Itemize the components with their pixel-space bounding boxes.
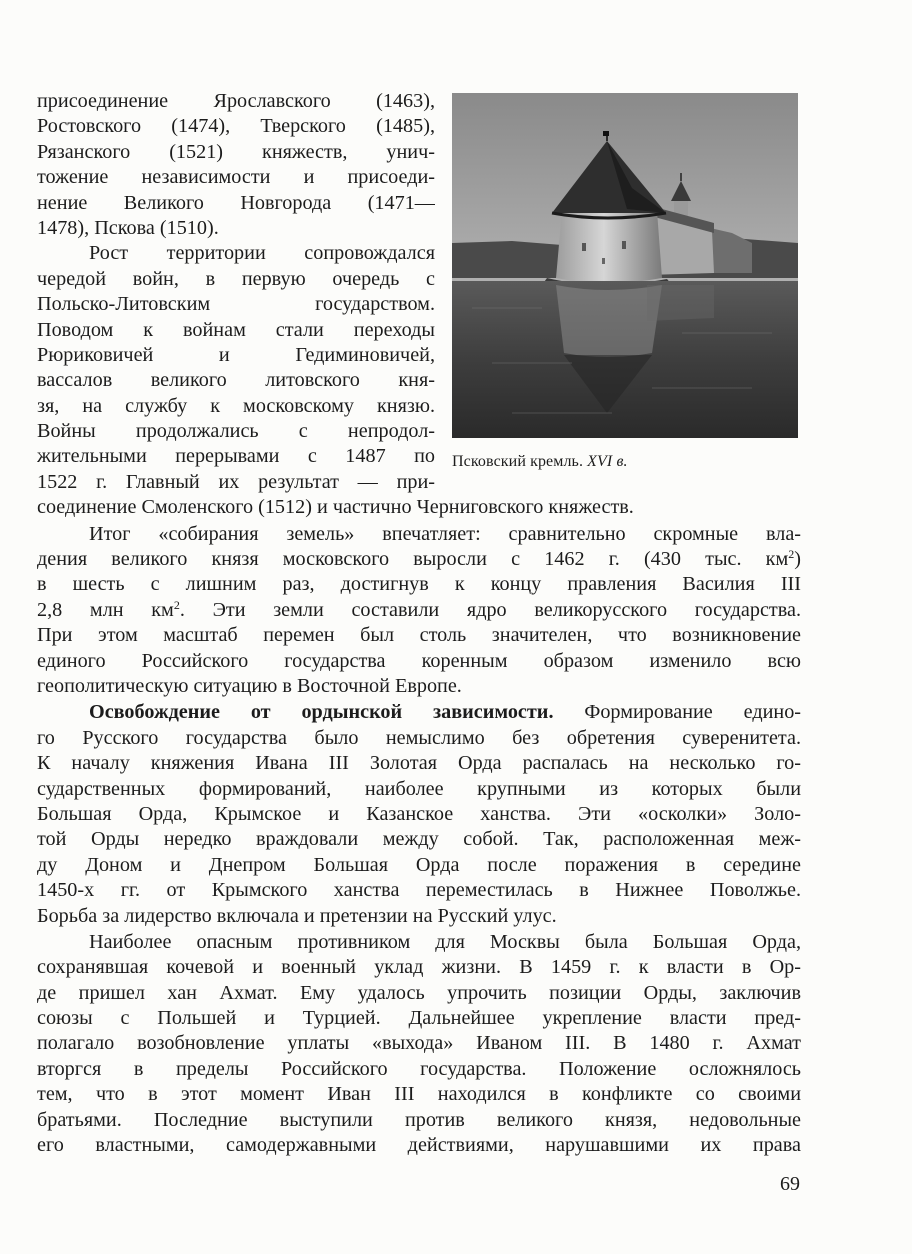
text-line: братьями. Последние выступили против великого князя, недовольные: [37, 1108, 801, 1131]
text-span: 2,8 млн км: [37, 598, 174, 621]
text-line: Польско-Литовским государством.: [37, 293, 435, 316]
text-line: единого Российского государства коренным образом изменило всю: [37, 649, 801, 672]
text-line: жительными перерывами с 1487 по: [37, 445, 435, 468]
caption-century: XVI в.: [587, 453, 628, 470]
superscript: 2: [173, 597, 180, 612]
text-line: чередой войн, в первую очередь с: [37, 267, 435, 290]
text-line: геополитическую ситуацию в Восточной Европе.: [37, 674, 462, 697]
text-line: го Русского государства было немыслимо без обретения суверенитета.: [37, 726, 801, 749]
text-line: 1478), Пскова (1510).: [37, 216, 219, 239]
text-line: сохранявшая кочевой и военный уклад жизни. В 1459 г. к власти в Ор-: [37, 956, 801, 979]
text-line: ду Доном и Днепром Большая Орда после поражения в середине: [37, 853, 801, 876]
text-line: [37, 598, 801, 623]
text-line: в шесть с лишним раз, достигнув к концу правления Василия III: [37, 573, 801, 596]
text-line: зя, на службу к московскому князю.: [37, 394, 435, 417]
text-line: Ростовского (1474), Тверского (1485),: [37, 115, 435, 138]
text-line: Войны продолжались с непродол-: [37, 420, 435, 443]
text-line: союзы с Польшей и Турцией. Дальнейшее укрепление власти пред-: [37, 1007, 801, 1030]
section-heading-line: [37, 700, 801, 725]
text-line: его властными, самодержавными действиями, нарушавшими их права: [37, 1134, 801, 1157]
text-line: [37, 547, 801, 572]
paragraph-start: Рост территории сопровождался: [89, 242, 435, 265]
text-line: Поводом к войнам стали переходы: [37, 318, 435, 341]
text-span: Формирование едино-: [553, 701, 801, 724]
text-line: Большая Орда, Крымское и Казанское ханства. Эти «осколки» Золо-: [37, 802, 801, 825]
paragraph-start: Наиболее опасным противником для Москвы была Большая Орда,: [89, 930, 801, 953]
text-line: нение Великого Новгорода (1471—: [37, 191, 435, 214]
text-line: Рязанского (1521) княжеств, унич-: [37, 140, 435, 163]
text-span: . Эти земли составили ядро великорусского государства.: [179, 598, 801, 621]
text-line: Рюриковичей и Гедиминовичей,: [37, 343, 435, 366]
page-number: 69: [780, 1173, 800, 1195]
text-line: присоединение Ярославского (1463),: [37, 90, 435, 112]
text-line: 1450-х гг. от Крымского ханства переместилась в Нижнее Поволжье.: [37, 879, 801, 902]
text-line: де пришел хан Ахмат. Ему удалось упрочить позиции Орды, заключив: [37, 981, 801, 1004]
paragraph-start: Итог «собирания земель» впечатляет: сравнительно скромные вла-: [89, 522, 801, 545]
caption-main: Псковский кремль.: [452, 453, 584, 470]
text-line: тем, что в этот момент Иван III находился в конфликте со своими: [37, 1083, 801, 1106]
text-line: соединение Смоленского (1512) и частично Черниговского княжеств.: [37, 496, 634, 519]
text-line: тожение независимости и присоеди-: [37, 166, 435, 189]
body-text: [37, 89, 801, 1158]
superscript: 2: [788, 547, 795, 562]
text-line: вторгся в пределы Российского государства. Положение осложнялось: [37, 1057, 801, 1080]
text-line: Борьба за лидерство включала и претензии на Русский улус.: [37, 904, 557, 927]
text-line: полагало возобновление уплаты «выхода» Иваном III. В 1480 г. Ахмат: [37, 1032, 801, 1055]
text-line: той Орды нередко враждовали между собой. Так, расположенная меж-: [37, 828, 801, 851]
text-line: вассалов великого литовского кня-: [37, 369, 435, 392]
section-heading: Освобождение от ордынской зависимости.: [89, 701, 554, 724]
text-span: дения великого князя московского выросли с 1462 г. (430 тыс. км: [37, 548, 789, 571]
text-line: К началу княжения Ивана III Золотая Орда распалась на несколько го-: [37, 752, 801, 775]
text-line: 1522 г. Главный их результат — при-: [37, 470, 435, 493]
text-line: сударственных формирований, наиболее крупными из которых были: [37, 777, 801, 800]
text-line: При этом масштаб перемен был столь значителен, что возникновение: [37, 624, 801, 647]
text-span: ): [794, 548, 801, 571]
